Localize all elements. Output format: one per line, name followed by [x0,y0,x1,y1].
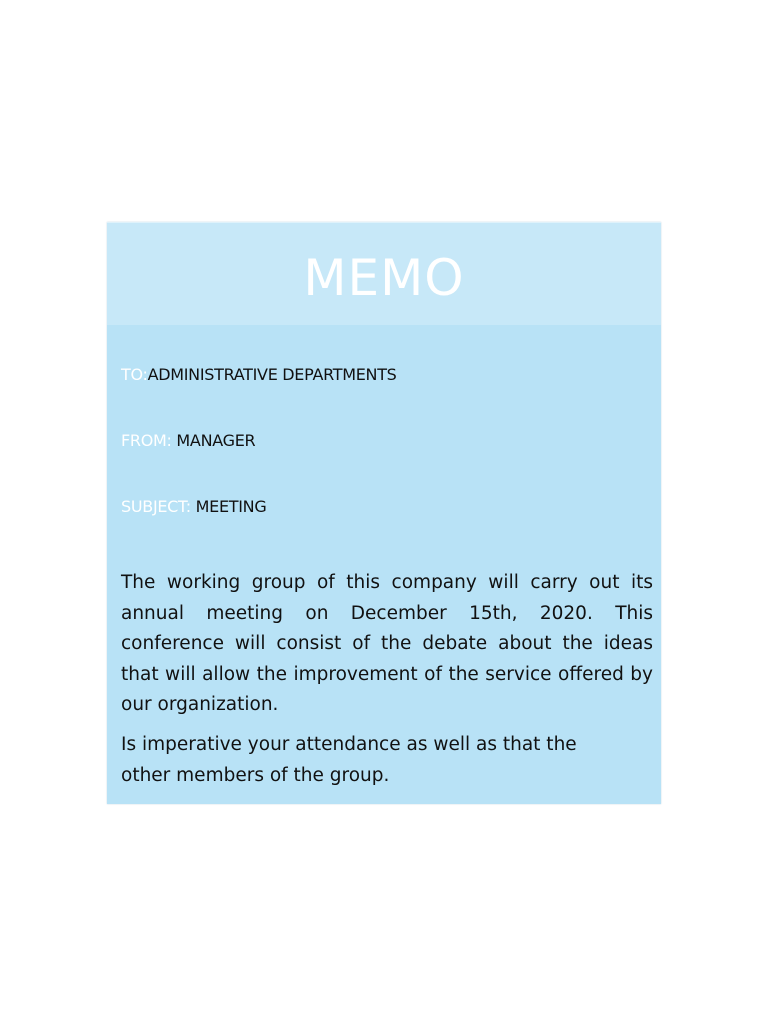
to-value: ADMINISTRATIVE DEPARTMENTS [147,365,397,384]
to-label: TO: [121,365,148,384]
subject-label: SUBJECT: [121,497,191,516]
to-field [121,365,397,384]
memo-body-paragraph: The working group of this company will carry out its annual meeting on December 15th, 2020. This conference will consist of the debate about the ideas that will allow the improvement of the service offered by our organization. [121,572,653,715]
memo-closing-paragraph: Is imperative your attendance as well as that the other members of the group. [121,734,577,786]
from-field [121,431,255,450]
from-value: MANAGER [176,431,256,450]
memo-card [107,222,661,804]
subject-field [121,497,266,516]
memo-title: MEMO [303,249,465,307]
memo-header [107,222,661,325]
from-label: FROM: [121,431,172,450]
subject-value: MEETING [195,497,267,516]
